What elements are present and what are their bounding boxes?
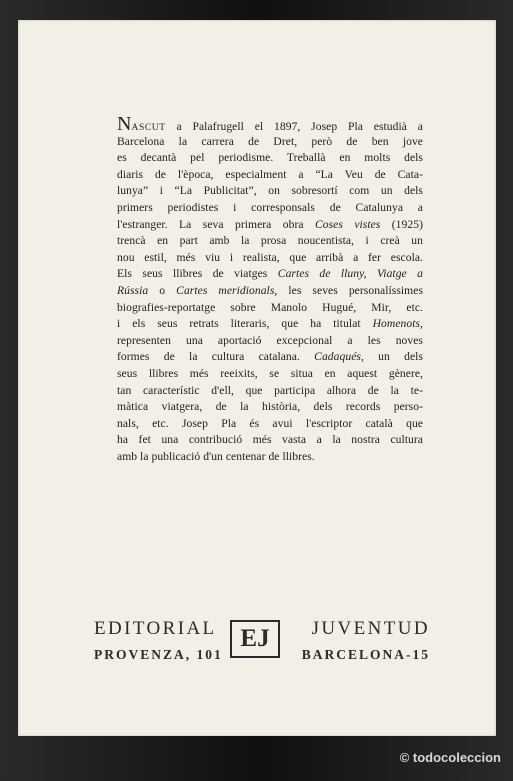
blurb-text xyxy=(117,113,424,465)
blurb-line xyxy=(117,217,423,234)
blurb-text-segment: diaris de l'època, especialment a “La Veu de Cata- xyxy=(117,167,423,181)
blurb-text-segment: trencà en part amb la prosa noucentista, i creà un xyxy=(117,234,423,248)
blurb-text-segment: (1925) xyxy=(380,217,423,231)
blurb-line xyxy=(117,416,423,433)
publisher-address: PROVENZA, 101 xyxy=(94,647,223,662)
blurb-title-italic: Cadaqués, xyxy=(314,350,364,364)
blurb-text-segment: l'estranger. La seva primera obra xyxy=(117,217,315,231)
blurb-text-segment: es decantà pel periodisme. Treballà en molts dels xyxy=(117,151,423,165)
blurb-text-segment: primers periodistes i corresponsals de Catalunya a xyxy=(117,200,423,214)
blurb-text-segment: ha fet una contribució més vasta a la nostra cultura xyxy=(117,433,423,447)
blurb-line xyxy=(117,316,423,333)
publisher-block xyxy=(94,618,430,672)
blurb-line xyxy=(117,266,423,283)
blurb-text-segment: Els seus llibres de viatges xyxy=(117,267,278,281)
blurb-text-segment: lunya” i “La Publicitat”, on sobresortí com un dels xyxy=(117,184,423,198)
blurb-smallcaps: ASCUT xyxy=(131,123,166,133)
blurb-text-segment: un dels xyxy=(363,350,423,364)
blurb-text-segment: i els seus retrats literaris, que ha titulat xyxy=(117,317,373,331)
blurb-text-segment: nou estil, més viu i realista, que arribà a fer escola. xyxy=(117,250,423,264)
publisher-label-editorial: EDITORIAL xyxy=(94,618,217,639)
blurb-text-segment: formes de la cultura catalana. xyxy=(117,350,315,364)
blurb-text-segment: representen una aportació excepcional a les noves xyxy=(117,333,423,347)
blurb-text-segment: biografies-reportatge sobre Manolo Hugué, Mir, etc. xyxy=(117,300,423,314)
blurb-line xyxy=(117,300,423,317)
publisher-city: BARCELONA-15 xyxy=(301,647,430,662)
blurb-line xyxy=(117,183,423,200)
blurb-line xyxy=(117,167,423,184)
blurb-title-italic: Cartes meridionals, xyxy=(176,283,278,297)
blurb-text-segment: Barcelona la carrera de Dret, però de ben jove xyxy=(117,134,423,148)
blurb-text-segment: tan característic d'ell, que participa alhora de la te- xyxy=(117,383,423,397)
blurb-title-italic: Homenots, xyxy=(372,317,423,331)
blurb-line xyxy=(117,399,423,416)
publisher-row-bottom xyxy=(94,647,430,669)
blurb-initial-letter: N xyxy=(117,113,132,135)
blurb-line xyxy=(117,383,423,400)
blurb-title-italic: Coses vistes xyxy=(314,217,381,231)
blurb-line xyxy=(117,134,423,151)
blurb-line xyxy=(117,200,423,217)
blurb-title-italic: Rússia xyxy=(117,283,149,297)
blurb-line xyxy=(117,113,423,135)
blurb-text-segment: nals, etc. Josep Pla és avui l'escriptor català que xyxy=(117,416,423,430)
blurb-text-segment: les seves personalíssimes xyxy=(277,283,424,297)
blurb-line xyxy=(117,233,423,250)
blurb-text-segment: a Palafrugell el 1897, Josep Pla estudià a xyxy=(165,120,423,133)
blurb-line xyxy=(117,150,423,167)
blurb-line xyxy=(117,432,423,449)
blurb-line xyxy=(117,366,423,383)
publisher-label-juventud: JUVENTUD xyxy=(311,618,430,639)
blurb-line xyxy=(117,449,423,466)
blurb-text-segment: amb la publicació d'un centenar de llibres. xyxy=(117,449,315,463)
blurb-line xyxy=(117,283,423,300)
blurb-text-segment: seus llibres més reeixits, se situa en aquest gènere, xyxy=(117,366,423,380)
blurb-text-segment: o xyxy=(148,283,177,297)
blurb-line xyxy=(117,250,423,267)
blurb-line xyxy=(117,349,423,366)
blurb-title-italic: Cartes de lluny, Viatge a xyxy=(277,267,423,281)
publisher-logo-icon: EJ xyxy=(230,620,280,658)
blurb-line xyxy=(117,333,423,350)
watermark-text: © todocoleccion xyxy=(399,750,501,765)
blurb-text-segment: màtica viatgera, de la història, dels records perso- xyxy=(117,400,423,414)
